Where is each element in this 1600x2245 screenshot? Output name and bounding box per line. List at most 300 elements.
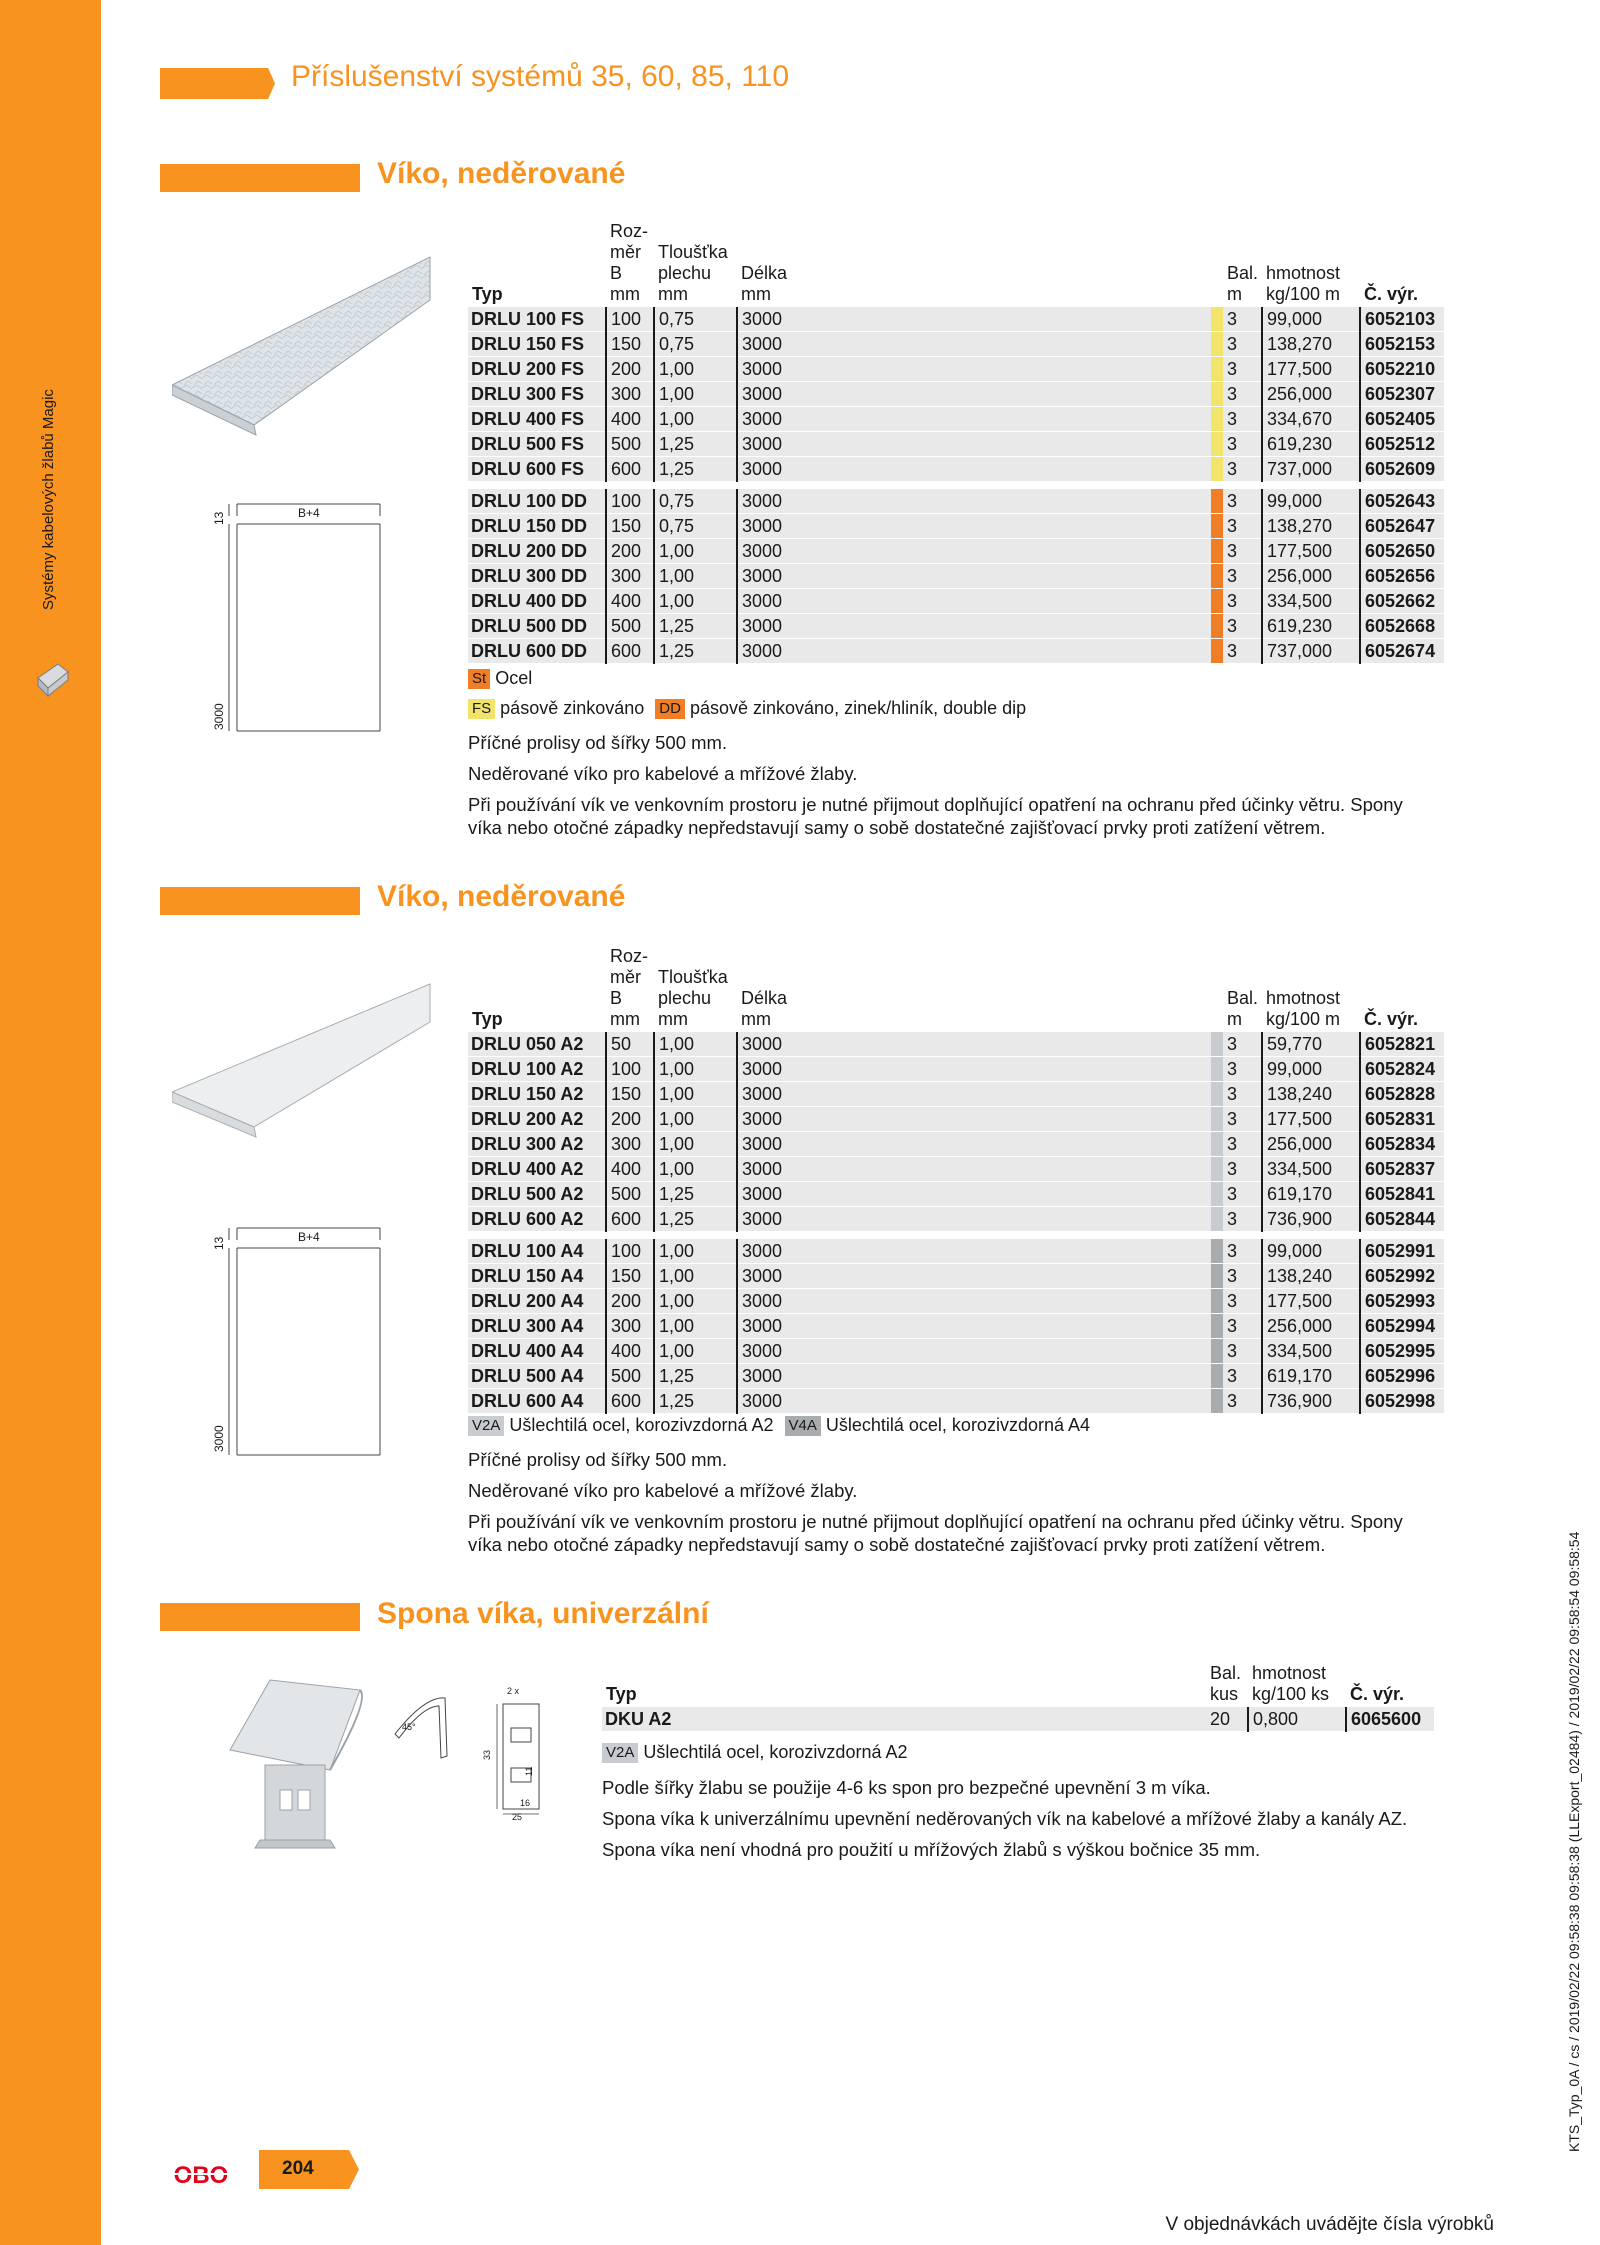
cell-typ: DRLU 400 A4 xyxy=(468,1339,606,1364)
cell-bal: 3 xyxy=(1223,514,1262,539)
finish-marker xyxy=(1211,1207,1223,1232)
clip-dim-label: 25 xyxy=(512,1812,523,1822)
cell-length: 3000 xyxy=(737,407,1211,432)
cell-weight: 256,000 xyxy=(1262,1314,1360,1339)
table-row xyxy=(468,1289,1444,1314)
cell-thickness: 1,25 xyxy=(654,1364,737,1389)
tag-dd: DD xyxy=(655,699,685,719)
cell-thickness: 1,00 xyxy=(654,1289,737,1314)
cell-weight: 256,000 xyxy=(1262,382,1360,407)
cell-code: 6052998 xyxy=(1360,1389,1444,1414)
page-title: Příslušenství systémů 35, 60, 85, 110 xyxy=(291,60,790,93)
cell-thickness: 1,25 xyxy=(654,614,737,639)
cell-thickness: 1,00 xyxy=(654,1057,737,1082)
cell-code: 6052837 xyxy=(1360,1157,1444,1182)
cell-width: 100 xyxy=(606,307,654,332)
col-typ: Typ xyxy=(602,1663,1206,1707)
legend-v4a-text: Ušlechtilá ocel, korozivzdorná A4 xyxy=(825,1415,1091,1435)
cell-width: 300 xyxy=(606,564,654,589)
col-w: hmotnost kg/100 m xyxy=(1262,946,1360,1032)
cell-weight: 334,500 xyxy=(1262,589,1360,614)
cell-length: 3000 xyxy=(737,1289,1211,1314)
cell-thickness: 0,75 xyxy=(654,307,737,332)
finish-marker xyxy=(1211,1239,1223,1264)
cell-thickness: 1,00 xyxy=(654,1107,737,1132)
table-header xyxy=(602,1663,1434,1707)
cell-length: 3000 xyxy=(737,1339,1211,1364)
cable-tray-icon xyxy=(36,662,70,698)
tag-v2a: V2A xyxy=(602,1743,638,1763)
col-typ: Typ xyxy=(468,221,606,307)
cell-code: 6052831 xyxy=(1360,1107,1444,1132)
cell-typ: DRLU 200 FS xyxy=(468,357,606,382)
cell-weight: 99,000 xyxy=(1262,489,1360,514)
cell-typ: DRLU 600 A4 xyxy=(468,1389,606,1414)
cell-length: 3000 xyxy=(737,1314,1211,1339)
cell-typ: DRLU 150 A2 xyxy=(468,1082,606,1107)
dimension-width-label: B+4 xyxy=(298,1230,320,1244)
cell-length: 3000 xyxy=(737,1032,1211,1057)
cell-length: 3000 xyxy=(737,1207,1211,1232)
section2-notes xyxy=(468,1448,1428,1564)
table-row xyxy=(468,1339,1444,1364)
note: Podle šířky žlabu se použije 4-6 ks spon pro bezpečné upevnění 3 m víka. xyxy=(602,1777,1211,1798)
cell-bal: 3 xyxy=(1223,357,1262,382)
orange-sidebar xyxy=(0,0,101,2245)
cell-bal: 3 xyxy=(1223,1207,1262,1232)
cell-width: 500 xyxy=(606,1182,654,1207)
cell-bal: 3 xyxy=(1223,1157,1262,1182)
cell-bal: 3 xyxy=(1223,407,1262,432)
cell-code: 6052656 xyxy=(1360,564,1444,589)
cell-typ: DRLU 300 A4 xyxy=(468,1314,606,1339)
col-w: hmotnost kg/100 m xyxy=(1262,221,1360,307)
cell-code: 6052512 xyxy=(1360,432,1444,457)
finish-marker xyxy=(1211,432,1223,457)
finish-marker xyxy=(1211,357,1223,382)
table-row xyxy=(468,382,1444,407)
obo-logo xyxy=(160,2162,242,2188)
finish-marker xyxy=(1211,1132,1223,1157)
finish-marker xyxy=(1211,1157,1223,1182)
cell-bal: 3 xyxy=(1223,1339,1262,1364)
note: Při používání vík ve venkovním prostoru je nutné přijmout doplňující opatření na ochranu před účinky větru. Spony víka nebo otočné západky nepředstavují samy o sobě dostatečné zajišťovací prvky proti zatížení větrem. xyxy=(468,794,1403,838)
clip-dim-label: 11 xyxy=(524,1766,534,1776)
cell-bal: 3 xyxy=(1223,564,1262,589)
table-row xyxy=(468,489,1444,514)
cell-length: 3000 xyxy=(737,589,1211,614)
cell-width: 150 xyxy=(606,1264,654,1289)
table-row xyxy=(468,1207,1444,1232)
cell-thickness: 1,25 xyxy=(654,1182,737,1207)
cell-weight: 334,500 xyxy=(1262,1157,1360,1182)
section-title: Víko, neděrované xyxy=(377,880,626,913)
table-row xyxy=(468,514,1444,539)
table-row xyxy=(468,1389,1444,1414)
finish-marker xyxy=(1211,489,1223,514)
table-row xyxy=(602,1707,1434,1732)
cell-thickness: 1,00 xyxy=(654,1032,737,1057)
dimension-length-label: 3000 xyxy=(212,703,226,730)
finish-marker xyxy=(1211,1032,1223,1057)
finish-marker xyxy=(1211,1339,1223,1364)
cell-width: 100 xyxy=(606,1239,654,1264)
cell-typ: DRLU 200 A2 xyxy=(468,1107,606,1132)
note: Při používání vík ve venkovním prostoru je nutné přijmout doplňující opatření na ochranu před účinky větru. Spony víka nebo otočné západky nepředstavují samy o sobě dostatečné zajišťovací prvky proti zatížení větrem. xyxy=(468,1511,1403,1555)
cell-length: 3000 xyxy=(737,1132,1211,1157)
export-metadata: KTS_Typ_0A / cs / 2019/02/22 09:58:38 09:58:38 (LLExport_02484) / 2019/02/22 09:58:54 09:58:54 xyxy=(1566,1531,1582,2152)
cell-typ: DRLU 600 A2 xyxy=(468,1207,606,1232)
note: Spona víka k univerzálnímu upevnění neděrovaných vík na kabelové a mřížové žlaby a kanály AZ. xyxy=(602,1808,1408,1829)
cell-code: 6052995 xyxy=(1360,1339,1444,1364)
legend-v2a-text: Ušlechtilá ocel, korozivzdorná A2 xyxy=(643,1742,908,1762)
note: Neděrované víko pro kabelové a mřížové žlaby. xyxy=(468,1480,858,1501)
col-bal: Bal. m xyxy=(1223,946,1262,1032)
cell-code: 6052834 xyxy=(1360,1132,1444,1157)
cell-code: 6052405 xyxy=(1360,407,1444,432)
table-row xyxy=(468,1364,1444,1389)
cell-code: 6052650 xyxy=(1360,539,1444,564)
cell-code: 6052662 xyxy=(1360,589,1444,614)
cell-bal: 3 xyxy=(1223,382,1262,407)
page-number: 204 xyxy=(282,2158,314,2179)
section-accent-bar xyxy=(160,164,360,192)
cell-bal: 3 xyxy=(1223,332,1262,357)
cell-bal: 3 xyxy=(1223,1289,1262,1314)
cell-typ: DRLU 200 DD xyxy=(468,539,606,564)
cell-code: 6052307 xyxy=(1360,382,1444,407)
table-header xyxy=(468,946,1444,1032)
note: Neděrované víko pro kabelové a mřížové žlaby. xyxy=(468,763,858,784)
cell-bal: 3 xyxy=(1223,432,1262,457)
cell-code: 6052992 xyxy=(1360,1264,1444,1289)
cover-stainless-image xyxy=(172,982,434,1142)
finish-marker xyxy=(1211,1389,1223,1414)
cell-typ: DRLU 400 DD xyxy=(468,589,606,614)
cell-bal: 3 xyxy=(1223,639,1262,664)
cell-width: 500 xyxy=(606,614,654,639)
product-table-stainless xyxy=(468,946,1444,1414)
cell-bal: 3 xyxy=(1223,589,1262,614)
cell-length: 3000 xyxy=(737,539,1211,564)
legend-dd-text: pásově zinkováno, zinek/hliník, double dip xyxy=(689,698,1027,718)
finish-marker xyxy=(1211,514,1223,539)
cell-weight: 736,900 xyxy=(1262,1389,1360,1414)
table-row xyxy=(468,614,1444,639)
cell-bal: 3 xyxy=(1223,1082,1262,1107)
col-l: Délka mm xyxy=(737,946,1211,1032)
cell-length: 3000 xyxy=(737,1239,1211,1264)
col-code: Č. výr. xyxy=(1360,221,1444,307)
cell-length: 3000 xyxy=(737,1057,1211,1082)
cell-width: 400 xyxy=(606,1339,654,1364)
table-row xyxy=(468,1057,1444,1082)
section-title: Víko, neděrované xyxy=(377,157,626,190)
legend-material xyxy=(468,668,532,689)
cell-code: 6052828 xyxy=(1360,1082,1444,1107)
table-row xyxy=(468,1082,1444,1107)
table-row xyxy=(468,1314,1444,1339)
tag-v4a: V4A xyxy=(785,1416,821,1436)
col-b: Roz- měr B mm xyxy=(606,946,654,1032)
cell-weight: 334,670 xyxy=(1262,407,1360,432)
cell-weight: 177,500 xyxy=(1262,539,1360,564)
cell-typ: DRLU 300 A2 xyxy=(468,1132,606,1157)
cell-length: 3000 xyxy=(737,1182,1211,1207)
cell-code: 6052609 xyxy=(1360,457,1444,482)
table-row xyxy=(468,639,1444,664)
table-row xyxy=(468,1264,1444,1289)
cover-galvanized-image xyxy=(172,255,434,445)
cell-thickness: 1,00 xyxy=(654,539,737,564)
col-bal: Bal. kus xyxy=(1206,1663,1248,1707)
cell-bal: 3 xyxy=(1223,1314,1262,1339)
table-row xyxy=(468,1032,1444,1057)
cell-thickness: 1,25 xyxy=(654,457,737,482)
cell-width: 400 xyxy=(606,407,654,432)
cell-bal: 3 xyxy=(1223,1057,1262,1082)
cell-length: 3000 xyxy=(737,432,1211,457)
tag-st: St xyxy=(468,669,490,689)
cell-typ: DRLU 100 DD xyxy=(468,489,606,514)
section-title: Spona víka, univerzální xyxy=(377,1597,709,1630)
table-header xyxy=(468,221,1444,307)
cell-bal: 3 xyxy=(1223,1389,1262,1414)
cell-length: 3000 xyxy=(737,1389,1211,1414)
cell-weight: 138,240 xyxy=(1262,1264,1360,1289)
cell-typ: DRLU 500 A2 xyxy=(468,1182,606,1207)
cell-bal: 3 xyxy=(1223,489,1262,514)
note: Spona víka není vhodná pro použití u mřížových žlabů s výškou bočnice 35 mm. xyxy=(602,1839,1261,1860)
cell-weight: 99,000 xyxy=(1262,307,1360,332)
cell-length: 3000 xyxy=(737,332,1211,357)
table-row xyxy=(468,1239,1444,1264)
table-row xyxy=(468,307,1444,332)
cell-thickness: 1,00 xyxy=(654,382,737,407)
cell-width: 50 xyxy=(606,1032,654,1057)
cell-code: 6052841 xyxy=(1360,1182,1444,1207)
cell-width: 400 xyxy=(606,589,654,614)
cell-thickness: 1,00 xyxy=(654,1157,737,1182)
finish-marker xyxy=(1211,1057,1223,1082)
dimension-length-label: 3000 xyxy=(212,1425,226,1452)
cell-weight: 99,000 xyxy=(1262,1057,1360,1082)
section-accent-bar xyxy=(160,1603,360,1631)
cell-length: 3000 xyxy=(737,489,1211,514)
cell-bal: 3 xyxy=(1223,1264,1262,1289)
cover-dimension-drawing xyxy=(205,1200,385,1464)
sidebar-label: Systémy kabelových žlabů Magic xyxy=(40,389,57,610)
cell-thickness: 1,00 xyxy=(654,1132,737,1157)
cell-width: 200 xyxy=(606,1107,654,1132)
col-code: Č. výr. xyxy=(1360,946,1444,1032)
cell-length: 3000 xyxy=(737,457,1211,482)
product-table-galvanized xyxy=(468,221,1444,664)
cell-width: 200 xyxy=(606,1289,654,1314)
cell-code: 6052103 xyxy=(1360,307,1444,332)
cell-length: 3000 xyxy=(737,307,1211,332)
cell-typ: DRLU 600 DD xyxy=(468,639,606,664)
cell-length: 3000 xyxy=(737,382,1211,407)
cell-width: 200 xyxy=(606,357,654,382)
product-table-clip xyxy=(602,1663,1434,1732)
footer-note: V objednávkách uvádějte čísla výrobků xyxy=(1165,2214,1494,2235)
dimension-width-label: B+4 xyxy=(298,506,320,520)
cell-length: 3000 xyxy=(737,1264,1211,1289)
finish-marker xyxy=(1211,1314,1223,1339)
finish-marker xyxy=(1211,407,1223,432)
col-b: Roz- měr B mm xyxy=(606,221,654,307)
table-row xyxy=(468,1132,1444,1157)
cell-bal: 3 xyxy=(1223,1107,1262,1132)
legend-material xyxy=(468,1415,1090,1436)
cell-typ: DRLU 150 FS xyxy=(468,332,606,357)
cell-weight: 256,000 xyxy=(1262,1132,1360,1157)
cell-length: 3000 xyxy=(737,614,1211,639)
cell-weight: 619,230 xyxy=(1262,432,1360,457)
cell-weight: 256,000 xyxy=(1262,564,1360,589)
table-row xyxy=(468,332,1444,357)
finish-marker xyxy=(1211,539,1223,564)
cell-typ: DRLU 400 A2 xyxy=(468,1157,606,1182)
cell-thickness: 1,00 xyxy=(654,407,737,432)
cell-length: 3000 xyxy=(737,564,1211,589)
legend-material xyxy=(602,1742,908,1763)
cell-bal: 3 xyxy=(1223,1182,1262,1207)
cell-typ: DRLU 200 A4 xyxy=(468,1289,606,1314)
cell-code: 6052994 xyxy=(1360,1314,1444,1339)
cell-code: 6052643 xyxy=(1360,489,1444,514)
cell-code: 6052674 xyxy=(1360,639,1444,664)
cell-weight: 737,000 xyxy=(1262,639,1360,664)
table-row xyxy=(468,564,1444,589)
cell-typ: DRLU 100 A2 xyxy=(468,1057,606,1082)
cell-bal: 3 xyxy=(1223,1364,1262,1389)
clip-dim-label: 45° xyxy=(402,1722,416,1732)
cell-thickness: 1,25 xyxy=(654,639,737,664)
cell-bal: 3 xyxy=(1223,457,1262,482)
finish-marker xyxy=(1211,332,1223,357)
cell-typ: DRLU 600 FS xyxy=(468,457,606,482)
cell-code: 6052821 xyxy=(1360,1032,1444,1057)
cell-weight: 0,800 xyxy=(1248,1707,1346,1732)
cell-code: 6052824 xyxy=(1360,1057,1444,1082)
cell-typ: DRLU 150 A4 xyxy=(468,1264,606,1289)
cell-length: 3000 xyxy=(737,514,1211,539)
cell-thickness: 0,75 xyxy=(654,489,737,514)
cell-thickness: 1,00 xyxy=(654,357,737,382)
cell-weight: 138,240 xyxy=(1262,1082,1360,1107)
cell-typ: DRLU 500 A4 xyxy=(468,1364,606,1389)
cell-width: 500 xyxy=(606,1364,654,1389)
legend-finish xyxy=(468,698,1026,719)
finish-marker xyxy=(1211,564,1223,589)
col-bal: Bal. m xyxy=(1223,221,1262,307)
cell-thickness: 1,00 xyxy=(654,564,737,589)
cell-weight: 138,270 xyxy=(1262,514,1360,539)
cell-typ: DKU A2 xyxy=(602,1707,1206,1732)
finish-marker xyxy=(1211,589,1223,614)
cell-weight: 737,000 xyxy=(1262,457,1360,482)
cell-typ: DRLU 300 DD xyxy=(468,564,606,589)
cell-thickness: 1,25 xyxy=(654,1207,737,1232)
table-row xyxy=(468,539,1444,564)
table-row xyxy=(468,589,1444,614)
cell-weight: 177,500 xyxy=(1262,1107,1360,1132)
cell-length: 3000 xyxy=(737,1157,1211,1182)
cell-code: 6052153 xyxy=(1360,332,1444,357)
cell-code: 6052210 xyxy=(1360,357,1444,382)
cell-thickness: 1,00 xyxy=(654,1339,737,1364)
cell-weight: 619,170 xyxy=(1262,1364,1360,1389)
cell-width: 150 xyxy=(606,332,654,357)
obo-logo-text: OBO xyxy=(173,2162,229,2188)
cell-width: 600 xyxy=(606,1389,654,1414)
tag-v2a: V2A xyxy=(468,1416,504,1436)
cell-typ: DRLU 500 DD xyxy=(468,614,606,639)
legend-v2a-text: Ušlechtilá ocel, korozivzdorná A2 xyxy=(509,1415,774,1435)
cell-thickness: 1,00 xyxy=(654,589,737,614)
dimension-height-label: 13 xyxy=(212,1236,226,1250)
col-t: Tloušťka plechu mm xyxy=(654,946,737,1032)
cell-thickness: 0,75 xyxy=(654,332,737,357)
cell-width: 500 xyxy=(606,432,654,457)
cell-width: 150 xyxy=(606,1082,654,1107)
finish-marker xyxy=(1211,1364,1223,1389)
cell-code: 6065600 xyxy=(1346,1707,1434,1732)
cell-thickness: 1,25 xyxy=(654,432,737,457)
cell-weight: 138,270 xyxy=(1262,332,1360,357)
cell-thickness: 1,00 xyxy=(654,1239,737,1264)
finish-marker xyxy=(1211,457,1223,482)
clip-dim-label: 33 xyxy=(482,1749,492,1760)
tag-fs: FS xyxy=(468,699,495,719)
finish-marker xyxy=(1211,1289,1223,1314)
finish-marker xyxy=(1211,1107,1223,1132)
cell-bal: 3 xyxy=(1223,1239,1262,1264)
cell-length: 3000 xyxy=(737,1107,1211,1132)
cell-thickness: 1,00 xyxy=(654,1314,737,1339)
clip-dim-label: 16 xyxy=(520,1798,531,1808)
cell-thickness: 0,75 xyxy=(654,514,737,539)
cell-length: 3000 xyxy=(737,639,1211,664)
cell-width: 150 xyxy=(606,514,654,539)
col-t: Tloušťka plechu mm xyxy=(654,221,737,307)
cell-thickness: 1,00 xyxy=(654,1264,737,1289)
table-row xyxy=(468,457,1444,482)
section-accent-bar xyxy=(160,887,360,915)
legend-st-text: Ocel xyxy=(495,668,533,688)
finish-marker xyxy=(1211,307,1223,332)
cell-width: 100 xyxy=(606,489,654,514)
cover-dimension-drawing xyxy=(205,476,385,740)
cell-width: 300 xyxy=(606,382,654,407)
table-row xyxy=(468,432,1444,457)
cell-bal: 3 xyxy=(1223,1032,1262,1057)
section1-notes xyxy=(468,731,1428,847)
cell-width: 400 xyxy=(606,1157,654,1182)
cell-bal: 20 xyxy=(1206,1707,1248,1732)
cell-typ: DRLU 100 A4 xyxy=(468,1239,606,1264)
cell-code: 6052993 xyxy=(1360,1289,1444,1314)
cell-code: 6052996 xyxy=(1360,1364,1444,1389)
cell-typ: DRLU 500 FS xyxy=(468,432,606,457)
cell-width: 600 xyxy=(606,457,654,482)
cell-weight: 334,500 xyxy=(1262,1339,1360,1364)
cell-width: 100 xyxy=(606,1057,654,1082)
dimension-height-label: 13 xyxy=(212,511,226,525)
finish-marker xyxy=(1211,614,1223,639)
